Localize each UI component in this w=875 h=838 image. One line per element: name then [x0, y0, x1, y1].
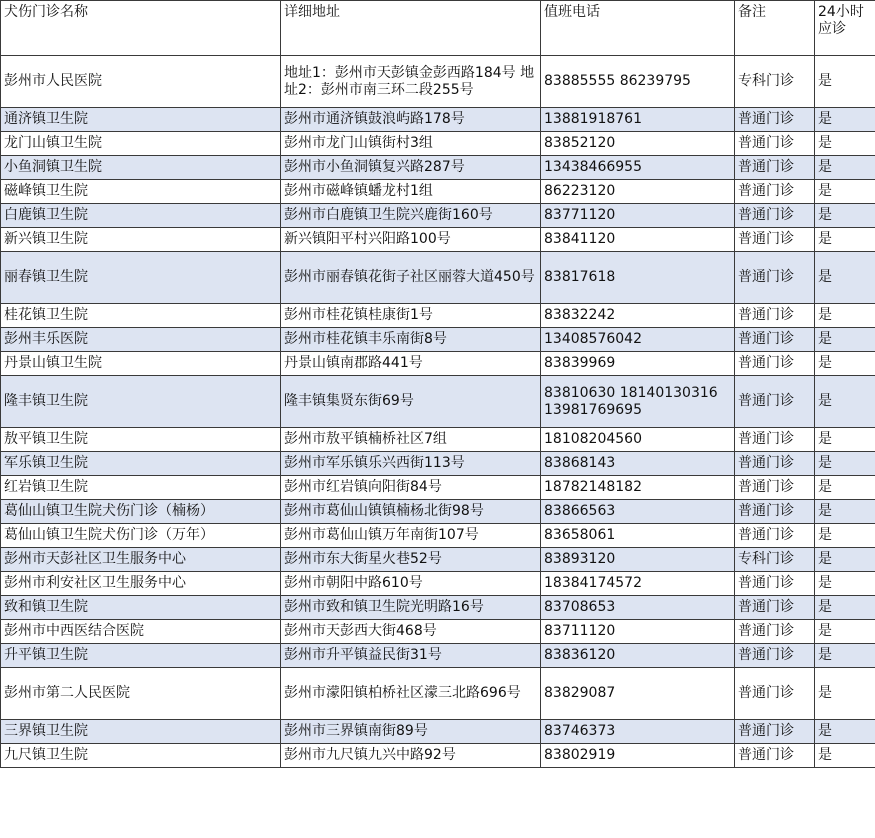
table-row [1, 132, 875, 156]
cell-note: 普通门诊 [735, 720, 815, 744]
cell-phone: 18384174572 [541, 572, 735, 596]
cell-name: 彭州丰乐医院 [1, 328, 281, 352]
cell-name: 红岩镇卫生院 [1, 476, 281, 500]
cell-24h: 是 [815, 156, 875, 180]
cell-name: 升平镇卫生院 [1, 644, 281, 668]
cell-phone: 83817618 [541, 252, 735, 304]
cell-name: 彭州市中西医结合医院 [1, 620, 281, 644]
table-row [1, 180, 875, 204]
cell-note: 普通门诊 [735, 644, 815, 668]
cell-note: 普通门诊 [735, 744, 815, 768]
cell-phone: 83711120 [541, 620, 735, 644]
cell-phone: 83866563 [541, 500, 735, 524]
table-row [1, 352, 875, 376]
table-row [1, 500, 875, 524]
header-name: 犬伤门诊名称 [1, 1, 281, 56]
cell-phone: 83658061 [541, 524, 735, 548]
cell-name: 葛仙山镇卫生院犬伤门诊（楠杨） [1, 500, 281, 524]
cell-phone: 83771120 [541, 204, 735, 228]
table-row [1, 328, 875, 352]
cell-phone: 83829087 [541, 668, 735, 720]
cell-phone: 83852120 [541, 132, 735, 156]
cell-address: 彭州市桂花镇丰乐南街8号 [281, 328, 541, 352]
cell-name: 桂花镇卫生院 [1, 304, 281, 328]
cell-note: 普通门诊 [735, 352, 815, 376]
table-row [1, 596, 875, 620]
table-row [1, 644, 875, 668]
cell-24h: 是 [815, 108, 875, 132]
cell-phone: 13408576042 [541, 328, 735, 352]
cell-address: 彭州市葛仙山镇镇楠杨北街98号 [281, 500, 541, 524]
cell-note: 普通门诊 [735, 328, 815, 352]
cell-address: 丹景山镇南郡路441号 [281, 352, 541, 376]
cell-name: 三界镇卫生院 [1, 720, 281, 744]
cell-address: 地址1：彭州市天彭镇金彭西路184号 地址2：彭州市南三环二段255号 [281, 56, 541, 108]
cell-address: 新兴镇阳平村兴阳路100号 [281, 228, 541, 252]
cell-name: 彭州市天彭社区卫生服务中心 [1, 548, 281, 572]
table-row [1, 156, 875, 180]
cell-note: 普通门诊 [735, 108, 815, 132]
cell-note: 普通门诊 [735, 524, 815, 548]
cell-phone: 83839969 [541, 352, 735, 376]
cell-phone: 86223120 [541, 180, 735, 204]
cell-note: 普通门诊 [735, 620, 815, 644]
header-phone: 值班电话 [541, 1, 735, 56]
table-row [1, 620, 875, 644]
cell-name: 彭州市第二人民医院 [1, 668, 281, 720]
cell-name: 丹景山镇卫生院 [1, 352, 281, 376]
table-row [1, 428, 875, 452]
cell-24h: 是 [815, 596, 875, 620]
cell-phone: 83832242 [541, 304, 735, 328]
cell-name: 彭州市利安社区卫生服务中心 [1, 572, 281, 596]
cell-address: 彭州市通济镇鼓浪屿路178号 [281, 108, 541, 132]
table-row [1, 548, 875, 572]
cell-address: 彭州市白鹿镇卫生院兴鹿街160号 [281, 204, 541, 228]
cell-address: 彭州市敖平镇楠桥社区7组 [281, 428, 541, 452]
cell-phone: 83708653 [541, 596, 735, 620]
cell-phone: 13881918761 [541, 108, 735, 132]
cell-note: 普通门诊 [735, 500, 815, 524]
cell-address: 彭州市磁峰镇蟠龙村1组 [281, 180, 541, 204]
cell-note: 普通门诊 [735, 452, 815, 476]
cell-note: 专科门诊 [735, 548, 815, 572]
cell-name: 龙门山镇卫生院 [1, 132, 281, 156]
cell-name: 通济镇卫生院 [1, 108, 281, 132]
table-row [1, 228, 875, 252]
header-24h: 24小时应诊 [815, 1, 875, 56]
cell-phone: 83841120 [541, 228, 735, 252]
cell-name: 丽春镇卫生院 [1, 252, 281, 304]
cell-note: 普通门诊 [735, 180, 815, 204]
cell-phone: 18782148182 [541, 476, 735, 500]
cell-24h: 是 [815, 352, 875, 376]
cell-phone: 83885555 86239795 [541, 56, 735, 108]
header-note: 备注 [735, 1, 815, 56]
cell-note: 普通门诊 [735, 428, 815, 452]
cell-24h: 是 [815, 428, 875, 452]
cell-24h: 是 [815, 620, 875, 644]
header-address: 详细地址 [281, 1, 541, 56]
cell-address: 彭州市葛仙山镇万年南街107号 [281, 524, 541, 548]
cell-name: 小鱼洞镇卫生院 [1, 156, 281, 180]
cell-note: 普通门诊 [735, 476, 815, 500]
cell-name: 隆丰镇卫生院 [1, 376, 281, 428]
cell-name: 致和镇卫生院 [1, 596, 281, 620]
cell-address: 彭州市致和镇卫生院光明路16号 [281, 596, 541, 620]
cell-note: 普通门诊 [735, 204, 815, 228]
cell-24h: 是 [815, 452, 875, 476]
cell-24h: 是 [815, 524, 875, 548]
cell-note: 普通门诊 [735, 132, 815, 156]
table-row [1, 56, 875, 108]
cell-24h: 是 [815, 56, 875, 108]
cell-note: 普通门诊 [735, 252, 815, 304]
table-row [1, 452, 875, 476]
cell-note: 普通门诊 [735, 596, 815, 620]
cell-address: 彭州市三界镇南街89号 [281, 720, 541, 744]
cell-name: 磁峰镇卫生院 [1, 180, 281, 204]
cell-note: 专科门诊 [735, 56, 815, 108]
cell-name: 九尺镇卫生院 [1, 744, 281, 768]
cell-phone: 83836120 [541, 644, 735, 668]
table-row [1, 376, 875, 428]
cell-24h: 是 [815, 204, 875, 228]
cell-24h: 是 [815, 572, 875, 596]
cell-24h: 是 [815, 644, 875, 668]
cell-address: 彭州市丽春镇花街子社区丽蓉大道450号 [281, 252, 541, 304]
table-row [1, 108, 875, 132]
cell-24h: 是 [815, 252, 875, 304]
cell-address: 彭州市军乐镇乐兴西街113号 [281, 452, 541, 476]
cell-phone: 83746373 [541, 720, 735, 744]
cell-phone: 83868143 [541, 452, 735, 476]
cell-24h: 是 [815, 500, 875, 524]
cell-note: 普通门诊 [735, 376, 815, 428]
cell-name: 敖平镇卫生院 [1, 428, 281, 452]
cell-name: 葛仙山镇卫生院犬伤门诊（万年） [1, 524, 281, 548]
table-row [1, 744, 875, 768]
cell-24h: 是 [815, 476, 875, 500]
cell-address: 彭州市升平镇益民街31号 [281, 644, 541, 668]
table-row [1, 524, 875, 548]
cell-name: 新兴镇卫生院 [1, 228, 281, 252]
cell-24h: 是 [815, 720, 875, 744]
cell-address: 彭州市天彭西大街468号 [281, 620, 541, 644]
cell-name: 彭州市人民医院 [1, 56, 281, 108]
cell-address: 彭州市朝阳中路610号 [281, 572, 541, 596]
table-row [1, 304, 875, 328]
cell-24h: 是 [815, 304, 875, 328]
cell-address: 彭州市九尺镇九兴中路92号 [281, 744, 541, 768]
cell-note: 普通门诊 [735, 228, 815, 252]
cell-phone: 18108204560 [541, 428, 735, 452]
cell-24h: 是 [815, 228, 875, 252]
cell-24h: 是 [815, 132, 875, 156]
table-row [1, 720, 875, 744]
cell-note: 普通门诊 [735, 572, 815, 596]
cell-address: 彭州市濛阳镇柏桥社区濛三北路696号 [281, 668, 541, 720]
cell-name: 军乐镇卫生院 [1, 452, 281, 476]
cell-address: 隆丰镇集贤东街69号 [281, 376, 541, 428]
cell-24h: 是 [815, 668, 875, 720]
cell-phone: 13438466955 [541, 156, 735, 180]
cell-name: 白鹿镇卫生院 [1, 204, 281, 228]
cell-address: 彭州市龙门山镇街村3组 [281, 132, 541, 156]
cell-phone: 83802919 [541, 744, 735, 768]
table-header-row [1, 1, 875, 56]
cell-note: 普通门诊 [735, 304, 815, 328]
cell-24h: 是 [815, 548, 875, 572]
cell-phone: 83893120 [541, 548, 735, 572]
cell-address: 彭州市桂花镇桂康街1号 [281, 304, 541, 328]
table-row [1, 572, 875, 596]
cell-address: 彭州市小鱼洞镇复兴路287号 [281, 156, 541, 180]
table-row [1, 252, 875, 304]
cell-24h: 是 [815, 376, 875, 428]
cell-24h: 是 [815, 328, 875, 352]
cell-address: 彭州市东大街星火巷52号 [281, 548, 541, 572]
table-row [1, 476, 875, 500]
cell-note: 普通门诊 [735, 668, 815, 720]
cell-phone: 83810630 18140130316 13981769695 [541, 376, 735, 428]
cell-address: 彭州市红岩镇向阳街84号 [281, 476, 541, 500]
cell-note: 普通门诊 [735, 156, 815, 180]
table-row [1, 204, 875, 228]
table-row [1, 668, 875, 720]
cell-24h: 是 [815, 180, 875, 204]
cell-24h: 是 [815, 744, 875, 768]
